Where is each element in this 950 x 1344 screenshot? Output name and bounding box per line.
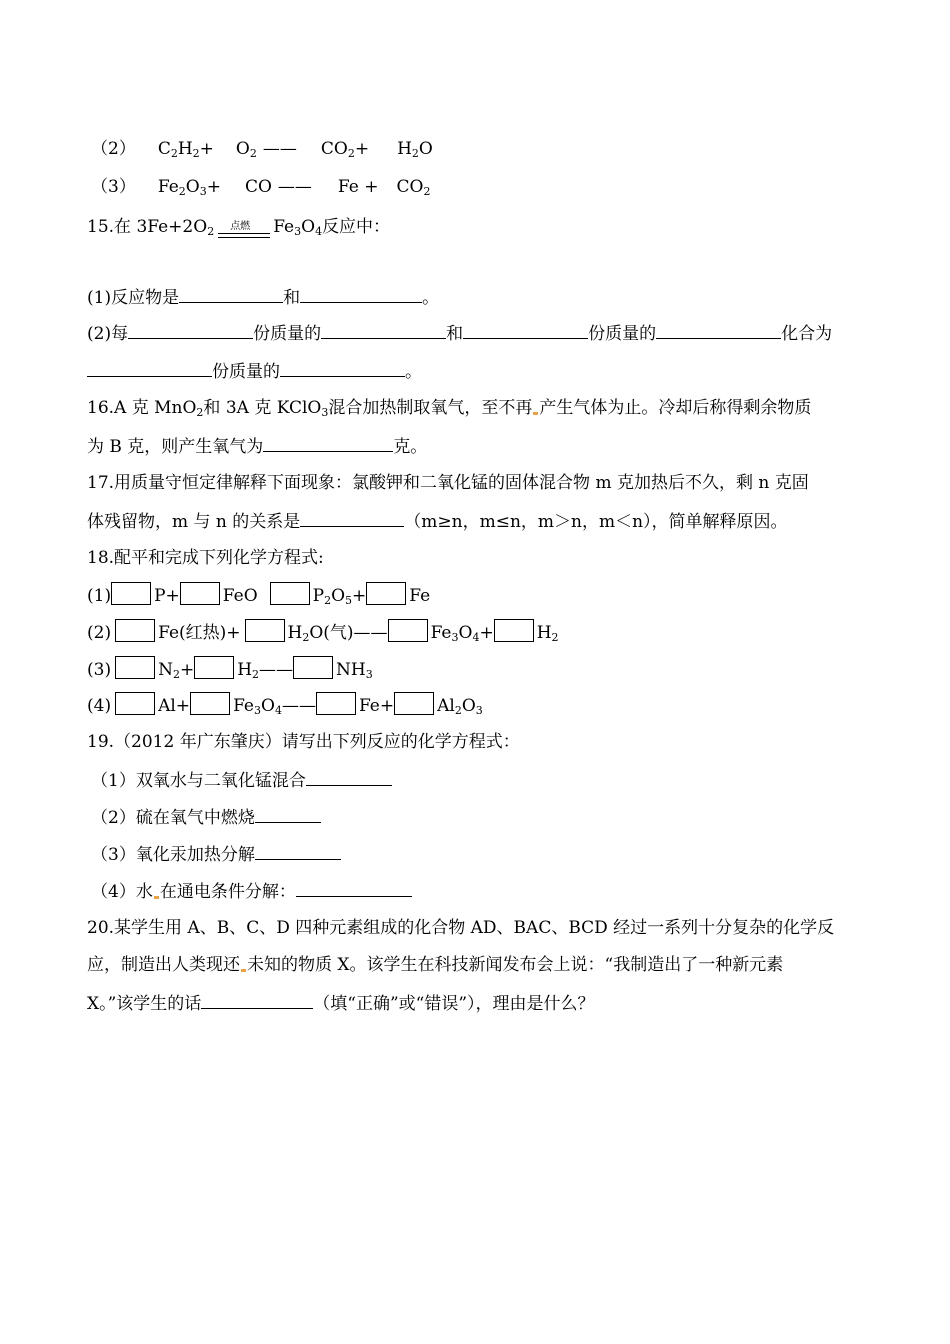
q18-eq2: (2) Fe(红热)+ $H_2O$(气)—— $Fe_3O_4+ H_2$ <box>87 619 559 645</box>
answer-blank[interactable] <box>306 767 392 786</box>
q19-title: 19.（2012 年广东肇庆）请写出下列反应的化学方程式： <box>87 732 520 752</box>
coefficient-box[interactable] <box>111 582 151 605</box>
eq-14-3: （3） $Fe_2O_3+$ CO —— $Fe + CO_2$ <box>91 177 431 198</box>
q18-eq3: (3) $N_2+$ $H_2——$ $NH_3$ <box>87 656 373 682</box>
q17-line2: 体残留物，m 与 n 的关系是 （m≥n，m≤n，m＞n，m＜n），简单解释原因。 <box>87 508 788 534</box>
eq-14-2: （2） $C_2H_2+ O_2$ —— $CO_2+ H_2O$ <box>91 139 433 160</box>
answer-blank[interactable] <box>300 284 422 303</box>
answer-blank[interactable] <box>263 433 393 452</box>
q17-line1: 17.用质量守恒定律解释下面现象：氯酸钾和二氧化锰的固体混合物 m 克加热后不久，剩 n 克固 <box>87 473 809 493</box>
answer-blank[interactable] <box>300 508 404 527</box>
coefficient-box[interactable] <box>115 619 155 642</box>
coefficient-box[interactable] <box>180 582 220 605</box>
answer-blank[interactable] <box>656 320 781 339</box>
coefficient-box[interactable] <box>190 692 230 715</box>
q15-part3: 份质量的 。 <box>87 358 422 384</box>
q18-eq1: (1) P+ FeO $P_2O_5+ Fe$ <box>87 582 430 608</box>
coefficient-box[interactable] <box>245 619 285 642</box>
reaction-condition: 点燃 <box>218 215 270 239</box>
coefficient-box[interactable] <box>270 582 310 605</box>
coefficient-box[interactable] <box>388 619 428 642</box>
answer-blank[interactable] <box>128 320 253 339</box>
q20-line3: X。”该学生的话 （填“正确”或“错误”），理由是什么？ <box>87 990 595 1016</box>
coefficient-box[interactable] <box>316 692 356 715</box>
coefficient-box[interactable] <box>115 692 155 715</box>
q20-line2: 应，制造出人类现还 未知的物质 X。该学生在科技新闻发布会上说：“我制造出了一种新元素 <box>87 955 784 975</box>
q16-line2: 为 B 克，则产生氧气为 克。 <box>87 433 427 459</box>
answer-blank[interactable] <box>255 841 341 860</box>
q16-line1: 16.A 克 MnO$_2$和 3A 克 KClO$_3$混合加热制取氧气，至不再 产生气体为止。冷却后称得剩余物质 <box>87 398 812 419</box>
coefficient-box[interactable] <box>366 582 406 605</box>
answer-blank[interactable] <box>463 320 588 339</box>
coefficient-box[interactable] <box>194 656 234 679</box>
q19-sub2: （2）硫在氧气中燃烧 <box>91 804 321 830</box>
answer-blank[interactable] <box>321 320 446 339</box>
q18-title: 18.配平和完成下列化学方程式: <box>87 548 324 568</box>
answer-blank[interactable] <box>255 804 321 823</box>
q19-sub3: （3）氧化汞加热分解 <box>91 841 341 867</box>
coefficient-box[interactable] <box>115 656 155 679</box>
answer-blank[interactable] <box>280 358 405 377</box>
answer-blank[interactable] <box>179 284 283 303</box>
q15-part1: (1)反应物是 和 。 <box>87 284 439 310</box>
q18-eq4: (4) $Al+ Fe_3O_4——$ $Fe+ Al_2O_3$ <box>87 692 483 718</box>
q15-part2: (2)每 份质量的 和 份质量的 化合为 <box>87 320 832 346</box>
coefficient-box[interactable] <box>494 619 534 642</box>
answer-blank[interactable] <box>296 878 412 897</box>
q20-line1: 20.某学生用 A、B、C、D 四种元素组成的化合物 AD、BAC、BCD 经过一系列十分复杂的化学反 <box>87 918 835 938</box>
answer-blank[interactable] <box>201 990 313 1009</box>
answer-blank[interactable] <box>87 358 212 377</box>
coefficient-box[interactable] <box>293 656 333 679</box>
q19-sub1: （1）双氧水与二氧化锰混合 <box>91 767 392 793</box>
q19-sub4: （4）水 在通电条件分解： <box>91 878 412 904</box>
q15-intro: 15.在 $3Fe+2O_2$ 点燃 $Fe_3O_4$反应中： <box>87 217 391 238</box>
coefficient-box[interactable] <box>394 692 434 715</box>
